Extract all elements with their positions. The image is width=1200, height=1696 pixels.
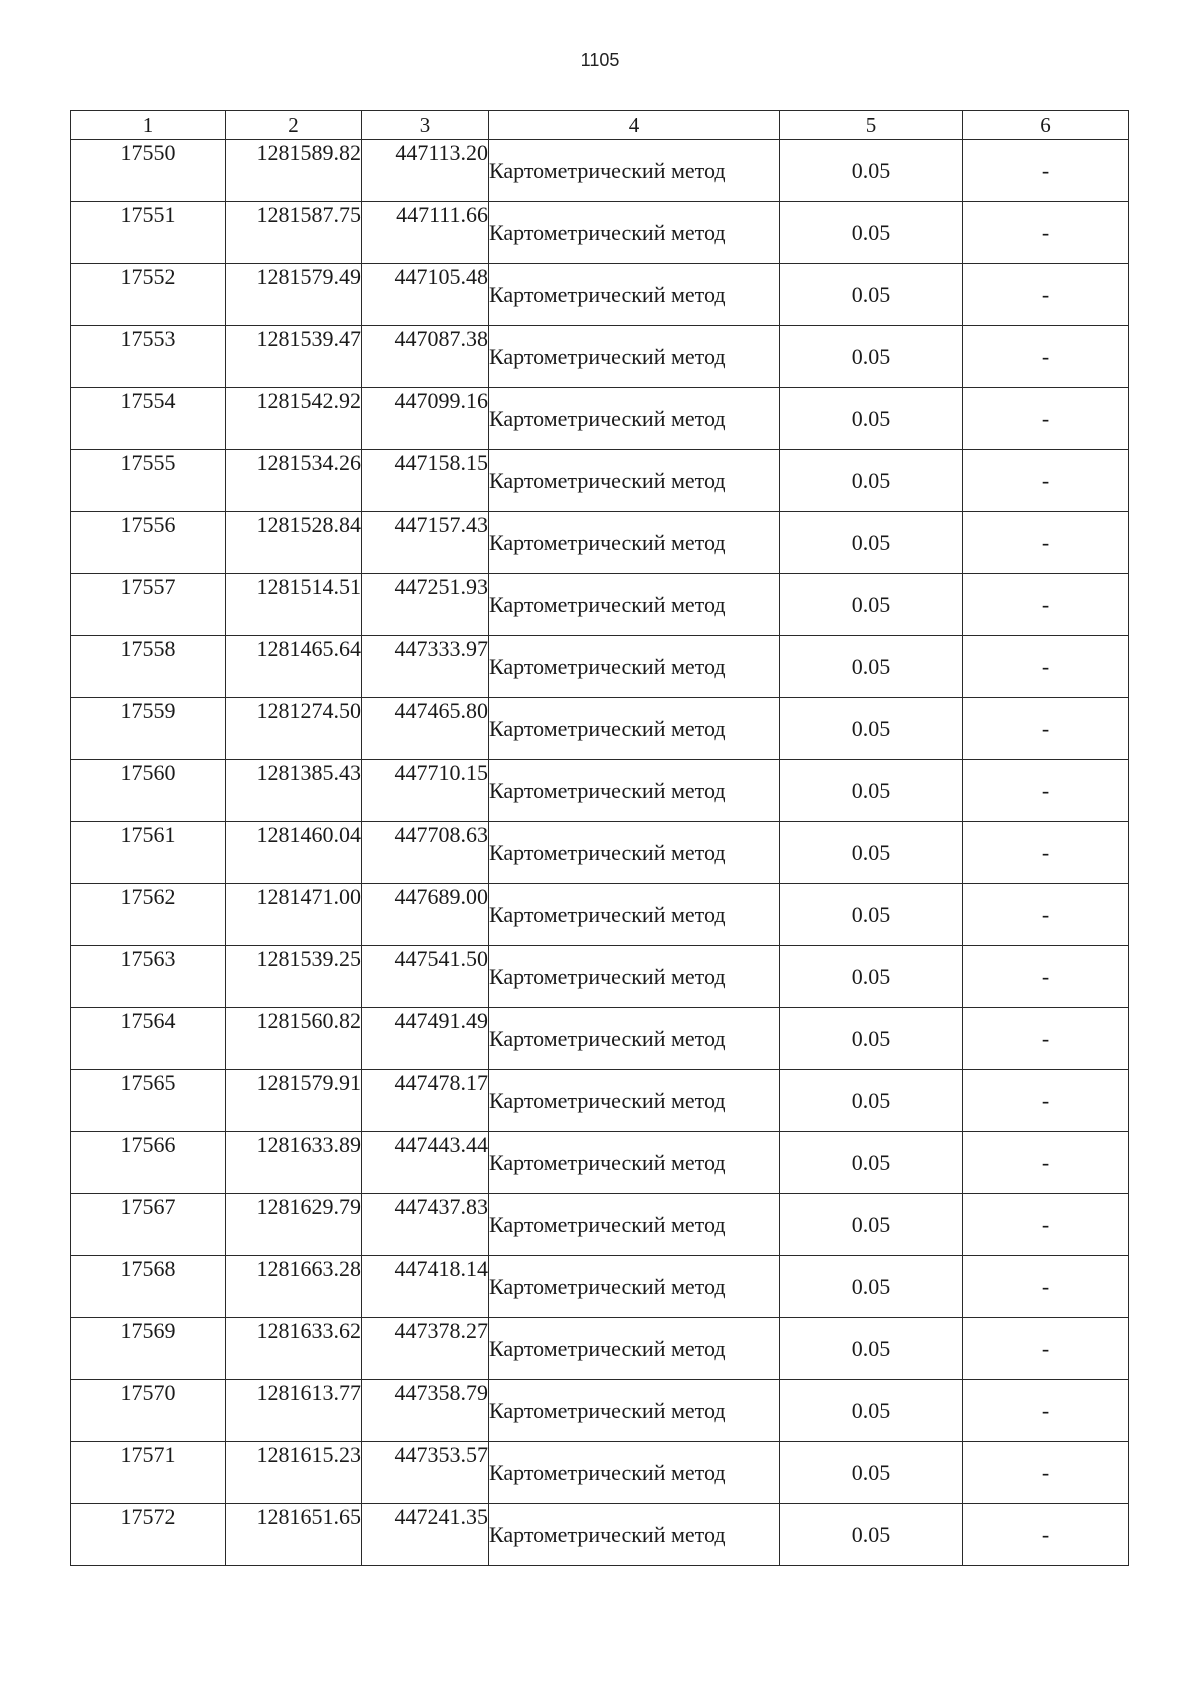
x-coordinate-cell: 1281534.26 — [226, 450, 362, 512]
point-number-cell: 17562 — [71, 884, 226, 946]
point-number-cell: 17571 — [71, 1442, 226, 1504]
coordinates-table — [70, 110, 1129, 1566]
table-row — [71, 884, 1129, 946]
method-cell: Картометрический метод — [489, 1318, 780, 1380]
table-row — [71, 636, 1129, 698]
accuracy-cell: 0.05 — [780, 512, 963, 574]
note-cell: - — [963, 884, 1129, 946]
method-cell: Картометрический метод — [489, 1070, 780, 1132]
method-cell: Картометрический метод — [489, 202, 780, 264]
accuracy-cell: 0.05 — [780, 140, 963, 202]
x-coordinate-cell: 1281633.89 — [226, 1132, 362, 1194]
point-number-cell: 17555 — [71, 450, 226, 512]
table-row — [71, 326, 1129, 388]
column-header-6: 6 — [963, 111, 1129, 140]
point-number-cell: 17552 — [71, 264, 226, 326]
x-coordinate-cell: 1281651.65 — [226, 1504, 362, 1566]
method-cell: Картометрический метод — [489, 884, 780, 946]
method-cell: Картометрический метод — [489, 760, 780, 822]
note-cell: - — [963, 636, 1129, 698]
note-cell: - — [963, 1504, 1129, 1566]
y-coordinate-cell: 447478.17 — [362, 1070, 489, 1132]
method-cell: Картометрический метод — [489, 264, 780, 326]
accuracy-cell: 0.05 — [780, 388, 963, 450]
y-coordinate-cell: 447157.43 — [362, 512, 489, 574]
accuracy-cell: 0.05 — [780, 574, 963, 636]
method-cell: Картометрический метод — [489, 512, 780, 574]
y-coordinate-cell: 447087.38 — [362, 326, 489, 388]
method-cell: Картометрический метод — [489, 1132, 780, 1194]
method-cell: Картометрический метод — [489, 1256, 780, 1318]
table-row — [71, 512, 1129, 574]
x-coordinate-cell: 1281579.49 — [226, 264, 362, 326]
table-row — [71, 140, 1129, 202]
method-cell: Картометрический метод — [489, 1194, 780, 1256]
point-number-cell: 17564 — [71, 1008, 226, 1070]
y-coordinate-cell: 447241.35 — [362, 1504, 489, 1566]
point-number-cell: 17557 — [71, 574, 226, 636]
note-cell: - — [963, 1256, 1129, 1318]
x-coordinate-cell: 1281663.28 — [226, 1256, 362, 1318]
note-cell: - — [963, 202, 1129, 264]
y-coordinate-cell: 447541.50 — [362, 946, 489, 1008]
x-coordinate-cell: 1281274.50 — [226, 698, 362, 760]
page-number: 1105 — [580, 50, 620, 70]
point-number-cell: 17570 — [71, 1380, 226, 1442]
accuracy-cell: 0.05 — [780, 1132, 963, 1194]
y-coordinate-cell: 447689.00 — [362, 884, 489, 946]
point-number-cell: 17554 — [71, 388, 226, 450]
table-row — [71, 946, 1129, 1008]
point-number-cell: 17561 — [71, 822, 226, 884]
point-number-cell: 17566 — [71, 1132, 226, 1194]
accuracy-cell: 0.05 — [780, 1504, 963, 1566]
y-coordinate-cell: 447491.49 — [362, 1008, 489, 1070]
table-row — [71, 450, 1129, 512]
x-coordinate-cell: 1281539.47 — [226, 326, 362, 388]
point-number-cell: 17572 — [71, 1504, 226, 1566]
accuracy-cell: 0.05 — [780, 1070, 963, 1132]
note-cell: - — [963, 574, 1129, 636]
table-row — [71, 1318, 1129, 1380]
note-cell: - — [963, 698, 1129, 760]
point-number-cell: 17558 — [71, 636, 226, 698]
y-coordinate-cell: 447105.48 — [362, 264, 489, 326]
table-row — [71, 1380, 1129, 1442]
note-cell: - — [963, 450, 1129, 512]
table-row — [71, 1008, 1129, 1070]
method-cell: Картометрический метод — [489, 450, 780, 512]
note-cell: - — [963, 264, 1129, 326]
accuracy-cell: 0.05 — [780, 202, 963, 264]
y-coordinate-cell: 447708.63 — [362, 822, 489, 884]
x-coordinate-cell: 1281385.43 — [226, 760, 362, 822]
note-cell: - — [963, 1070, 1129, 1132]
note-cell: - — [963, 1442, 1129, 1504]
y-coordinate-cell: 447113.20 — [362, 140, 489, 202]
table-row — [71, 1132, 1129, 1194]
point-number-cell: 17563 — [71, 946, 226, 1008]
method-cell: Картометрический метод — [489, 140, 780, 202]
table-header-row — [71, 111, 1129, 140]
column-header-2: 2 — [226, 111, 362, 140]
accuracy-cell: 0.05 — [780, 1442, 963, 1504]
point-number-cell: 17556 — [71, 512, 226, 574]
y-coordinate-cell: 447353.57 — [362, 1442, 489, 1504]
accuracy-cell: 0.05 — [780, 1380, 963, 1442]
accuracy-cell: 0.05 — [780, 636, 963, 698]
table-row — [71, 264, 1129, 326]
accuracy-cell: 0.05 — [780, 264, 963, 326]
y-coordinate-cell: 447710.15 — [362, 760, 489, 822]
point-number-cell: 17567 — [71, 1194, 226, 1256]
point-number-cell: 17569 — [71, 1318, 226, 1380]
y-coordinate-cell: 447099.16 — [362, 388, 489, 450]
y-coordinate-cell: 447437.83 — [362, 1194, 489, 1256]
x-coordinate-cell: 1281587.75 — [226, 202, 362, 264]
method-cell: Картометрический метод — [489, 1008, 780, 1070]
y-coordinate-cell: 447158.15 — [362, 450, 489, 512]
note-cell: - — [963, 1008, 1129, 1070]
y-coordinate-cell: 447443.44 — [362, 1132, 489, 1194]
point-number-cell: 17565 — [71, 1070, 226, 1132]
x-coordinate-cell: 1281633.62 — [226, 1318, 362, 1380]
accuracy-cell: 0.05 — [780, 698, 963, 760]
x-coordinate-cell: 1281542.92 — [226, 388, 362, 450]
accuracy-cell: 0.05 — [780, 450, 963, 512]
method-cell: Картометрический метод — [489, 946, 780, 1008]
note-cell: - — [963, 1194, 1129, 1256]
note-cell: - — [963, 822, 1129, 884]
point-number-cell: 17551 — [71, 202, 226, 264]
x-coordinate-cell: 1281560.82 — [226, 1008, 362, 1070]
column-header-1: 1 — [71, 111, 226, 140]
method-cell: Картометрический метод — [489, 388, 780, 450]
note-cell: - — [963, 760, 1129, 822]
table-row — [71, 1070, 1129, 1132]
note-cell: - — [963, 1318, 1129, 1380]
method-cell: Картометрический метод — [489, 698, 780, 760]
x-coordinate-cell: 1281471.00 — [226, 884, 362, 946]
method-cell: Картометрический метод — [489, 636, 780, 698]
x-coordinate-cell: 1281465.64 — [226, 636, 362, 698]
note-cell: - — [963, 326, 1129, 388]
x-coordinate-cell: 1281615.23 — [226, 1442, 362, 1504]
table-row — [71, 1504, 1129, 1566]
table-row — [71, 1194, 1129, 1256]
method-cell: Картометрический метод — [489, 574, 780, 636]
point-number-cell: 17553 — [71, 326, 226, 388]
note-cell: - — [963, 946, 1129, 1008]
x-coordinate-cell: 1281579.91 — [226, 1070, 362, 1132]
table-row — [71, 202, 1129, 264]
accuracy-cell: 0.05 — [780, 822, 963, 884]
x-coordinate-cell: 1281514.51 — [226, 574, 362, 636]
y-coordinate-cell: 447378.27 — [362, 1318, 489, 1380]
y-coordinate-cell: 447333.97 — [362, 636, 489, 698]
table-row — [71, 1256, 1129, 1318]
accuracy-cell: 0.05 — [780, 1194, 963, 1256]
x-coordinate-cell: 1281613.77 — [226, 1380, 362, 1442]
table-row — [71, 574, 1129, 636]
x-coordinate-cell: 1281629.79 — [226, 1194, 362, 1256]
accuracy-cell: 0.05 — [780, 1256, 963, 1318]
column-header-3: 3 — [362, 111, 489, 140]
table-row — [71, 1442, 1129, 1504]
point-number-cell: 17559 — [71, 698, 226, 760]
accuracy-cell: 0.05 — [780, 884, 963, 946]
y-coordinate-cell: 447418.14 — [362, 1256, 489, 1318]
y-coordinate-cell: 447358.79 — [362, 1380, 489, 1442]
y-coordinate-cell: 447251.93 — [362, 574, 489, 636]
table-row — [71, 388, 1129, 450]
method-cell: Картометрический метод — [489, 326, 780, 388]
x-coordinate-cell: 1281460.04 — [226, 822, 362, 884]
note-cell: - — [963, 1380, 1129, 1442]
method-cell: Картометрический метод — [489, 1504, 780, 1566]
note-cell: - — [963, 1132, 1129, 1194]
column-header-4: 4 — [489, 111, 780, 140]
y-coordinate-cell: 447111.66 — [362, 202, 489, 264]
accuracy-cell: 0.05 — [780, 1318, 963, 1380]
note-cell: - — [963, 512, 1129, 574]
method-cell: Картометрический метод — [489, 1442, 780, 1504]
x-coordinate-cell: 1281539.25 — [226, 946, 362, 1008]
point-number-cell: 17560 — [71, 760, 226, 822]
method-cell: Картометрический метод — [489, 822, 780, 884]
note-cell: - — [963, 388, 1129, 450]
accuracy-cell: 0.05 — [780, 760, 963, 822]
x-coordinate-cell: 1281589.82 — [226, 140, 362, 202]
y-coordinate-cell: 447465.80 — [362, 698, 489, 760]
accuracy-cell: 0.05 — [780, 1008, 963, 1070]
point-number-cell: 17550 — [71, 140, 226, 202]
table-row — [71, 698, 1129, 760]
table-row — [71, 822, 1129, 884]
accuracy-cell: 0.05 — [780, 946, 963, 1008]
table-row — [71, 760, 1129, 822]
accuracy-cell: 0.05 — [780, 326, 963, 388]
method-cell: Картометрический метод — [489, 1380, 780, 1442]
point-number-cell: 17568 — [71, 1256, 226, 1318]
x-coordinate-cell: 1281528.84 — [226, 512, 362, 574]
note-cell: - — [963, 140, 1129, 202]
column-header-5: 5 — [780, 111, 963, 140]
table-body — [71, 140, 1129, 1566]
